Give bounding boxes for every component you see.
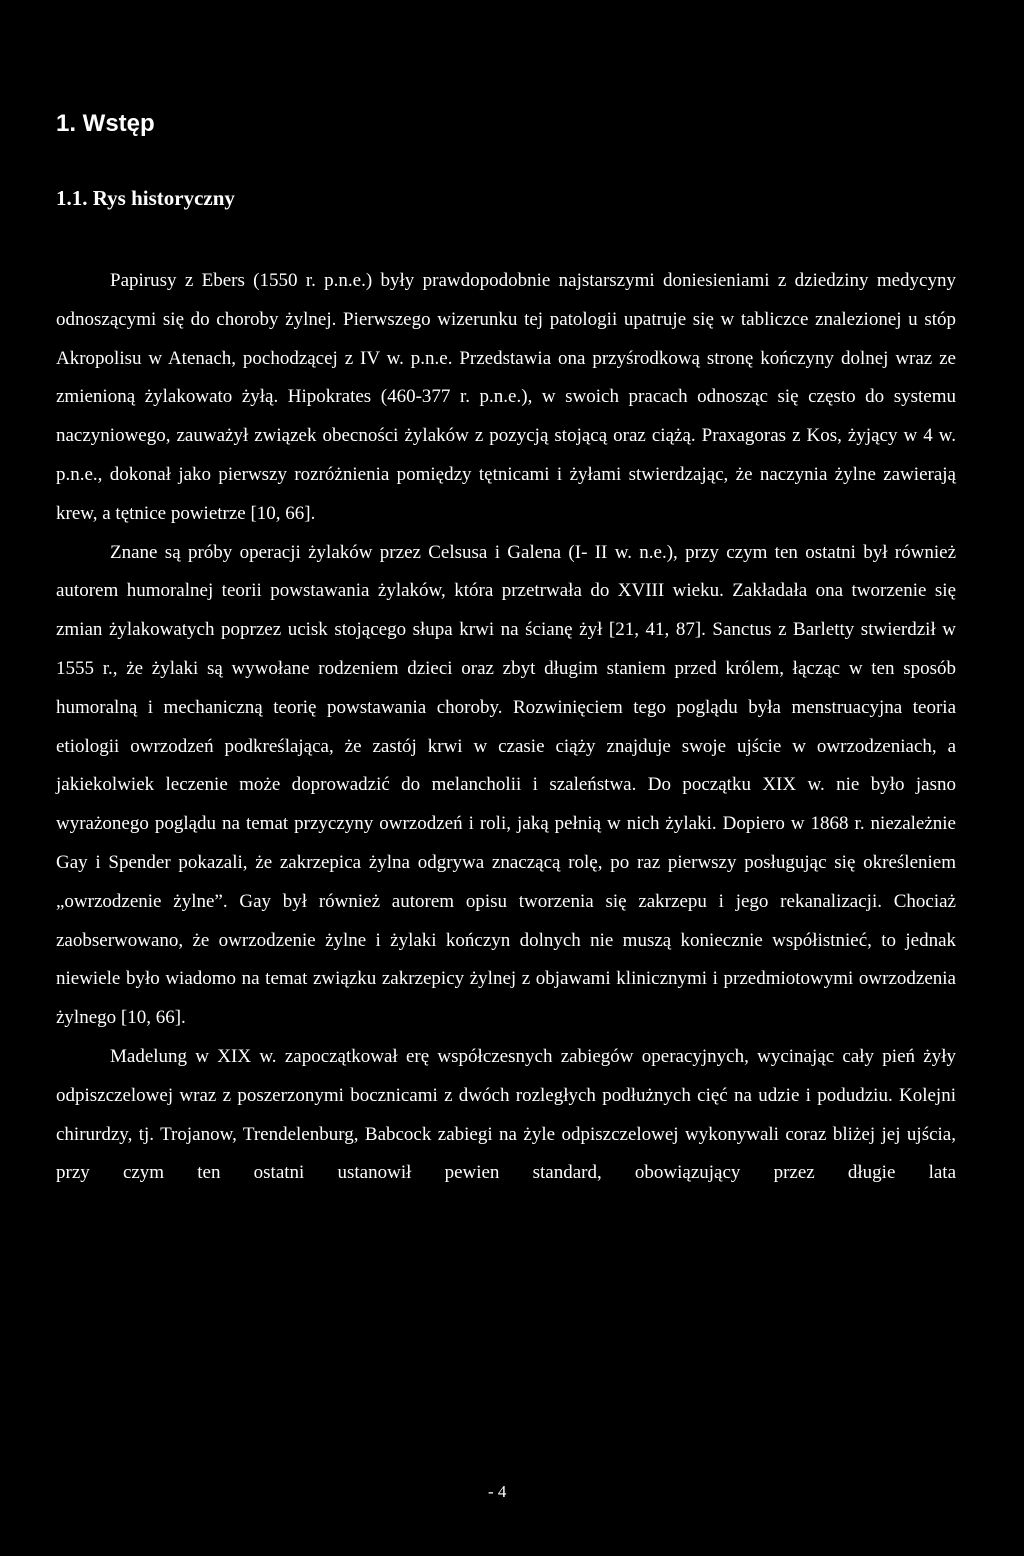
paragraph-history-surgery: Madelung w XIX w. zapoczątkował erę współczesnych zabiegów operacyjnych, wycinając cały pień żyły odpiszczelowej wraz z poszerzonymi bocznicami z dwóch rozległych podłużnych cięć na udzie i podudziu. Kolejni chirurdzy, tj. Trojanow, Trendelenburg, Babcock zabiegi na żyle odpiszczelowej wykonywali coraz bliżej jej ujścia, przy czym ten ostatni ustanowił pewien standard, obowiązujący przez długie lata [56,1045,956,1184]
document-body [56,110,956,1193]
paragraph-history-antiquity: Papirusy z Ebers (1550 r. p.n.e.) były prawdopodobnie najstarszymi doniesieniami z dziedziny medycyny odnoszącymi się do choroby żylnej. Pierwszego wizerunku tej patologii upatruje się w tabliczce znalezionej u stóp Akropolisu w Atenach, pochodzącej z IV w. p.n.e. Przedstawia ona przyśrodkową stronę kończyny dolnej wraz ze zmienioną żylakowato żyłą. Hipokrates (460-377 r. p.n.e.), w swoich pracach odnosząc się często do systemu naczyniowego, zauważył związek obecności żylaków z pozycją stojącą oraz ciążą. Praxagoras z Kos, żyjący w 4 w. p.n.e., dokonał jako pierwszy rozróżnienia pomiędzy tętnicami i żyłami stwierdzając, że naczynia żylne zawierają krew, a tętnice powietrze [10, 66]. [56,269,956,524]
section-title: 1.1. Rys historyczny [56,185,235,210]
paragraph-history-humoral-theory: Znane są próby operacji żylaków przez Celsusa i Galena (I- II w. n.e.), przy czym ten ostatni był również autorem humoralnej teorii powstawania żylaków, która przetrwała do XVIII wieku. Zakładała ona tworzenie się zmian żylakowatych poprzez ucisk stojącego słupa krwi na ścianę żył [21, 41, 87]. Sanctus z Barletty stwierdził w 1555 r., że żylaki są wywołane rodzeniem dzieci oraz zbyt długim staniem przed królem, łącząc w ten sposób humoralną i mechaniczną teorię powstawania choroby. Rozwinięciem tego poglądu była menstruacyjna teoria etiologii owrzodzeń podkreślająca, że zastój krwi w czasie ciąży znajduje swoje ujście w owrzodzeniach, a jakiekolwiek leczenie może doprowadzić do melancholii i szaleństwa. Do początku XIX w. nie było jasno wyrażonego poglądu na temat przyczyny owrzodzeń i roli, jaką pełnią w nich żylaki. Dopiero w 1868 r. niezależnie Gay i Spender pokazali, że zakrzepica żylna odgrywa znaczącą rolę, po raz pierwszy posługując się określeniem „owrzodzenie żylne”. Gay był również autorem opisu tworzenia się zakrzepu i jego rekanalizacji. Chociaż zaobserwowano, że owrzodzenie żylne i żylaki kończyn dolnych nie muszą koniecznie współistnieć, to jednak niewiele było wiadomo na temat związku zakrzepicy żylnej z objawami klinicznymi i przedmiotowymi owrzodzenia żylnego [10, 66]. [56,541,956,1029]
chapter-title: 1. Wstęp [56,110,155,137]
page-number: - 4 [488,1482,507,1501]
